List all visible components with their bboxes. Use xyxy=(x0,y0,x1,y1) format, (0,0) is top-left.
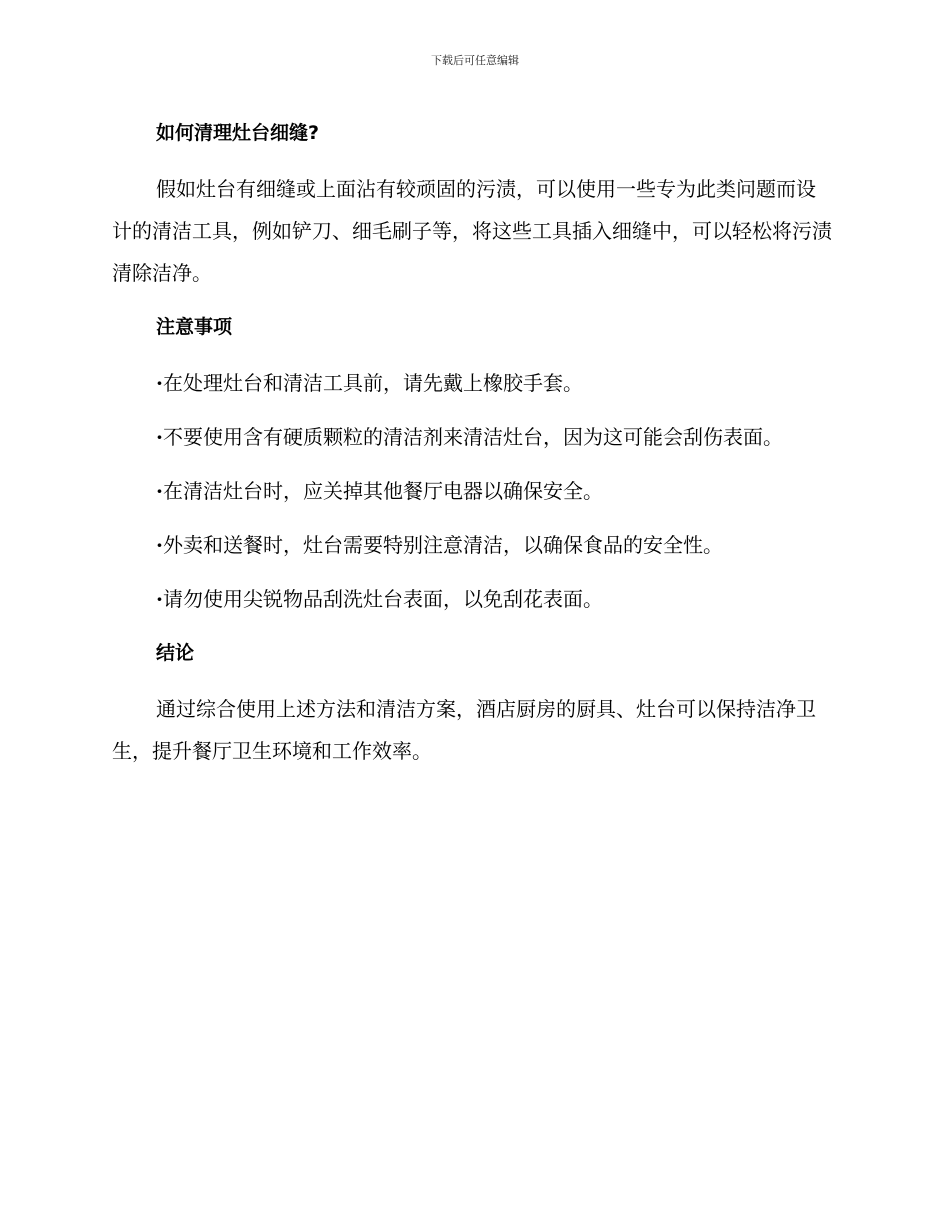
section-title-precautions: 注意事项 xyxy=(156,316,233,338)
section-title-crevice-cleaning: 如何清理灶台细缝? xyxy=(156,122,320,144)
bullet-item xyxy=(112,578,834,620)
bullet-text: 在处理灶台和清洁工具前，请先戴上橡胶手套。 xyxy=(162,371,583,395)
section-title-conclusion: 结论 xyxy=(156,642,195,664)
bullet-item xyxy=(112,416,834,458)
bullet-text: 在清洁灶台时，应关掉其他餐厅电器以确保安全。 xyxy=(162,479,603,503)
paragraph-crevice-cleaning: 假如灶台有细缝或上面沾有较顽固的污渍，可以使用一些专为此类问题而设计的清洁工具，例如铲刀、细毛刷子等，将这些工具插入细缝中，可以轻松将污渍清除洁净。 xyxy=(112,177,832,285)
bullet-marker: · xyxy=(156,425,163,449)
paragraph-conclusion: 通过综合使用上述方法和清洁方案，酒店厨房的厨具、灶台可以保持洁净卫生，提升餐厅卫生环境和工作效率。 xyxy=(112,697,816,763)
page-header: 下载后可任意编辑 xyxy=(431,54,519,67)
bullet-item xyxy=(112,524,834,566)
bullet-text: 不要使用含有硬质颗粒的清洁剂来清洁灶台，因为这可能会刮伤表面。 xyxy=(162,425,783,449)
bullet-marker: · xyxy=(156,587,163,611)
bullet-text: 请勿使用尖锐物品刮洗灶台表面，以免刮花表面。 xyxy=(162,587,603,611)
bullet-item xyxy=(112,362,834,404)
bullet-marker: · xyxy=(156,371,163,395)
bullet-text: 外卖和送餐时，灶台需要特别注意清洁，以确保食品的安全性。 xyxy=(162,533,723,557)
document-body xyxy=(112,112,834,784)
bullet-marker: · xyxy=(156,533,163,557)
bullet-item xyxy=(112,470,834,512)
bullet-marker: · xyxy=(156,479,163,503)
